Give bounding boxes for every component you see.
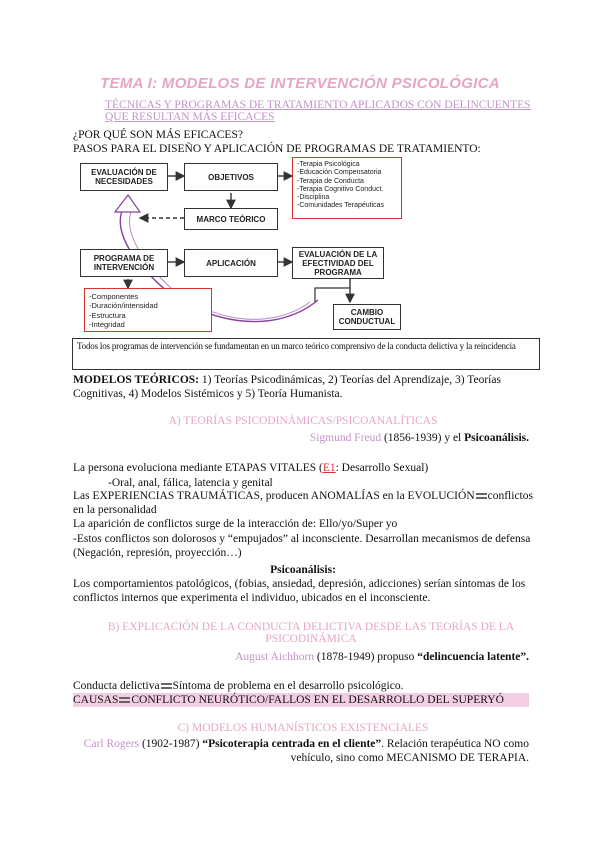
- fases-line: -Oral, anal, fálica, latencia y genital: [108, 477, 273, 489]
- delincuencia-latente-bold: “delincuencia latente”.: [417, 651, 529, 663]
- page-title: TEMA I: MODELOS DE INTERVENCIÓN PSICOLÓGICA: [100, 75, 500, 92]
- page-subtitle: TÉCNICAS Y PROGRAMAS DE TRATAMIENTO APLICADOS CON DELINCUENTES QUE RESULTAN MÁS EFICACES: [105, 99, 531, 123]
- componente-item: -Estructura: [89, 310, 126, 320]
- componente-item: -Duración/intensidad: [89, 301, 158, 311]
- terapia-item: -Terapia de Conducta: [297, 177, 364, 185]
- box-objetivos: OBJETIVOS: [184, 163, 278, 191]
- etapas-line: [73, 461, 533, 475]
- conducta-text: Conducta delictiva: [73, 680, 160, 692]
- box-evaluacion-necesidades: EVALUACIÓN DE NECESIDADES: [80, 163, 168, 191]
- author-dates: (1902-1987): [139, 738, 203, 750]
- box-evaluacion-efectividad: EVALUACIÓN DE LA EFECTIVIDAD DEL PROGRAMA: [292, 247, 384, 279]
- double-arrow-icon: [476, 493, 487, 499]
- double-arrow-icon: [119, 697, 130, 703]
- mecanismos-line: -Estos conflictos son dolorosos y “empujados” al inconsciente. Desarrollan mecanismos de defensa (Negación, represión, proyección…): [73, 533, 531, 559]
- double-arrow-icon: [161, 683, 172, 689]
- terapia-item: -Educación Compensatoria: [297, 169, 382, 177]
- experiencias-line: [73, 489, 533, 517]
- modelos-label: MODELOS TEÓRICOS:: [73, 374, 199, 386]
- causas-text: CAUSAS: [73, 694, 119, 706]
- box-programa-intervencion: PROGRAMA DE INTERVENCIÓN: [80, 249, 168, 277]
- e1-link[interactable]: E1: [322, 462, 336, 474]
- author-freud: Sigmund Freud: [309, 432, 382, 444]
- psicoanalisis-text: Los comportamientos patológicos, (fobias, ansiedad, depresión, adicciones) serían síntomas de los conflictos internos que experimenta el individuo, ubicados en el inconsciente.: [73, 578, 526, 604]
- psicoterapia-bold: “Psicoterapia centrada en el cliente”: [202, 738, 382, 750]
- conflicto-text: CONFLICTO NEURÓTICO/FALLOS EN EL DESARROLLO DEL SUPERYÓ: [131, 694, 504, 706]
- pasos-heading: PASOS PARA EL DISEÑO Y APLICACIÓN DE PROGRAMAS DE TRATAMIENTO:: [73, 143, 481, 155]
- modelos-text: 1) Teorías Psicodinámicas, 2) Teorías del Aprendizaje, 3) Teorías Cognitivas, 4) Modelos Sistémicos y 5) Teoría Humanista.: [73, 374, 501, 400]
- author-aichhorn: August Aichhorn: [235, 651, 315, 663]
- etapas-text: La persona evoluciona mediante ETAPAS VITALES (: [73, 462, 323, 474]
- box-tipos-terapia: [292, 157, 402, 219]
- experiencias-text: Las EXPERIENCIAS TRAUMÁTICAS, producen ANOMALÍAS en la EVOLUCIÓN: [73, 490, 475, 502]
- question-heading: ¿POR QUÉ SON MÁS EFICACES?: [73, 129, 243, 141]
- psicoanalisis-bold: Psicoanálisis.: [464, 432, 529, 444]
- sintoma-text: Síntoma de problema en el desarrollo psicológico.: [172, 680, 404, 692]
- modelos-paragraph: [73, 373, 533, 401]
- causas-line: [73, 693, 529, 707]
- box-marco-teorico: MARCO TEÓRICO: [184, 208, 278, 230]
- section-a-heading: A) TEORÍAS PSICODINÁMICAS/PSICOANALÍTICAS: [168, 415, 438, 427]
- box-cambio-conductual: CAMBIO CONDUCTUAL: [333, 304, 401, 330]
- conducta-delictiva-line: [73, 679, 533, 693]
- section-c-heading: C) MODELOS HUMANÍSTICOS EXISTENCIALES: [177, 722, 429, 734]
- author-dates: (1856-1939) y el: [381, 432, 465, 444]
- componente-item: -Integridad: [89, 319, 125, 329]
- section-b-author-line: [73, 650, 529, 664]
- psicoanalisis-heading: Psicoanálisis:: [270, 564, 336, 576]
- author-dates: (1878-1949) propuso: [314, 651, 418, 663]
- conflictos-text: conflictos en la personalidad: [73, 490, 533, 516]
- box-componentes: [84, 288, 212, 332]
- etapas-text-end: : Desarrollo Sexual): [335, 462, 429, 474]
- feedback-arrow-head: [115, 195, 140, 212]
- terapia-item: -Disciplina: [297, 194, 330, 202]
- relacion-text: . Relación terapéutica NO como vehículo, sino como MECANISMO DE TERAPIA.: [290, 738, 529, 764]
- terapia-item: -Comunidades Terapéuticas: [297, 202, 385, 210]
- aparicion-line: La aparición de conflictos surge de la interacción de: Ello/yo/Super yo: [73, 518, 398, 530]
- terapia-item: -Terapia Cognitivo Conduct.: [297, 185, 384, 193]
- section-c-paragraph: [73, 737, 529, 765]
- author-rogers: Carl Rogers: [83, 738, 140, 750]
- terapia-item: -Terapia Psicológica: [297, 161, 360, 168]
- section-a-author-line: [73, 431, 529, 445]
- note-box: Todos los programas de intervención se fundamentan en un marco teórico comprensivo de la conducta delictiva y la reincidencia: [72, 338, 540, 370]
- section-b-heading: B) EXPLICACIÓN DE LA CONDUCTA DELICTIVA DESDE LAS TEORÍAS DE LA PSICODINÁMICA: [107, 621, 515, 645]
- box-aplicacion: APLICACIÓN: [184, 249, 278, 277]
- componente-item: -Componentes: [89, 292, 139, 301]
